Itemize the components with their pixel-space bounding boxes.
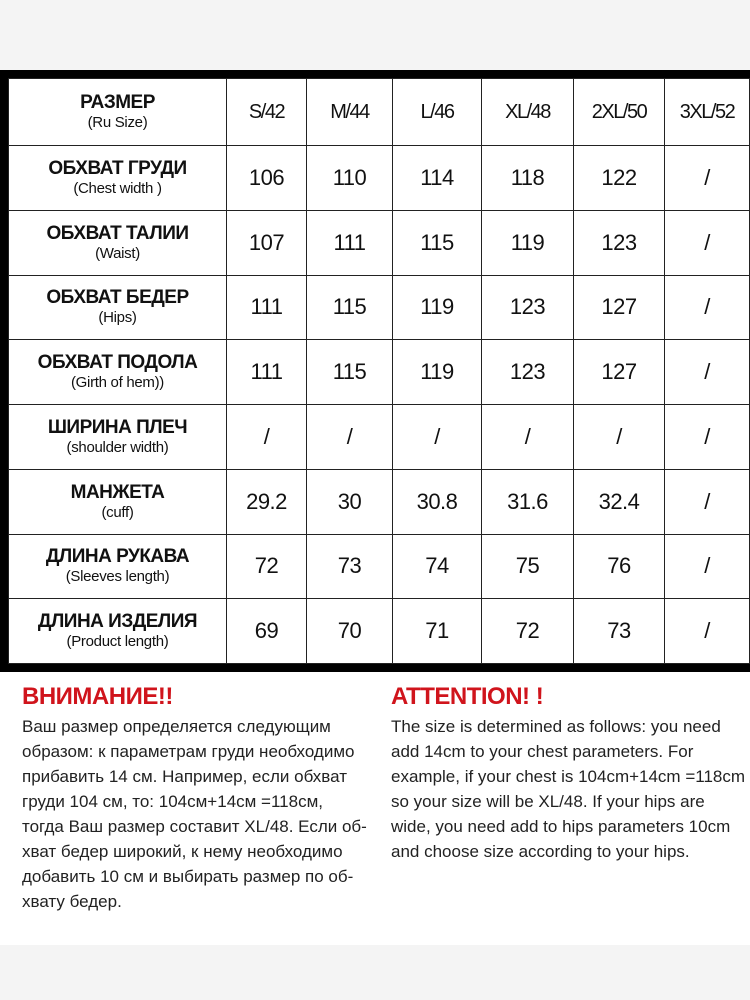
measurement-label-ru: ШИРИНА ПЛЕЧ (47, 416, 188, 438)
measurement-label-en: (Chest width ) (73, 179, 162, 197)
value-cell: 110 (307, 146, 393, 211)
value-cell: 74 (393, 534, 482, 599)
measurement-label-ru: ОБХВАТ ГРУДИ (48, 157, 187, 179)
value-cell: 111 (227, 275, 307, 340)
note-line: груди 104 см, то: 104см+14см =118см, (22, 792, 323, 811)
notes-english-text (391, 714, 746, 864)
value-cell: 107 (227, 210, 307, 275)
size-header-cell: S/42 (227, 79, 307, 146)
table-row (9, 210, 750, 275)
measurement-label-cell (9, 534, 227, 599)
value-cell: 73 (307, 534, 393, 599)
measurement-label-ru: ОБХВАТ БЕДЕР (46, 287, 189, 309)
value-cell: 114 (393, 146, 482, 211)
note-line: прибавить 14 см. Например, если обхват (22, 767, 347, 786)
notes-russian-text (22, 714, 382, 914)
measurement-label-ru: ДЛИНА РУКАВА (45, 546, 190, 568)
value-cell: 73 (574, 599, 665, 664)
value-cell: 127 (574, 275, 665, 340)
value-cell: 111 (227, 340, 307, 405)
value-cell: / (665, 534, 750, 599)
note-line: хвату бедер. (22, 892, 122, 911)
value-cell: / (574, 405, 665, 470)
value-cell: 123 (574, 210, 665, 275)
value-cell: 72 (482, 599, 574, 664)
value-cell: 75 (482, 534, 574, 599)
measurement-label-ru: ДЛИНА ИЗДЕЛИЯ (37, 611, 198, 633)
size-header-cell: 3XL/52 (665, 79, 750, 146)
measurement-label-en: (Sleeves length) (65, 568, 170, 586)
notes-english (391, 682, 746, 864)
measurement-label-cell (9, 405, 227, 470)
value-cell: 29.2 (227, 469, 307, 534)
value-cell: 123 (482, 275, 574, 340)
value-cell: 111 (307, 210, 393, 275)
note-line: The size is determined as follows: you need (391, 717, 721, 736)
table-row (9, 469, 750, 534)
note-line: add 14cm to your chest parameters. For (391, 742, 694, 761)
value-cell: 115 (307, 275, 393, 340)
notes-english-title: ATTENTION! ! (391, 683, 544, 710)
notes-section (0, 672, 750, 945)
size-label-en: (Ru Size) (87, 114, 148, 131)
size-label-cell (9, 79, 227, 146)
value-cell: 118 (482, 146, 574, 211)
size-header-cell: XL/48 (482, 79, 574, 146)
value-cell: / (665, 146, 750, 211)
value-cell: 115 (307, 340, 393, 405)
note-line: хват бедер широкий, к нему необходимо (22, 842, 343, 861)
table-row (9, 275, 750, 340)
value-cell: / (307, 405, 393, 470)
notes-russian-title: ВНИМАНИЕ!! (22, 683, 173, 710)
notes-russian (22, 682, 382, 914)
note-line: example, if your chest is 104cm+14cm =118cm (391, 767, 746, 786)
measurement-label-ru: МАНЖЕТА (70, 481, 165, 503)
size-header-cell: 2XL/50 (574, 79, 665, 146)
table-row (9, 599, 750, 664)
value-cell: 115 (393, 210, 482, 275)
measurement-label-en: (Hips) (98, 309, 137, 327)
value-cell: 76 (574, 534, 665, 599)
measurement-label-en: (Waist) (95, 244, 140, 262)
table-row (9, 534, 750, 599)
measurement-label-en: (Product length) (66, 633, 169, 651)
note-line: and choose size according to your hips. (391, 842, 690, 861)
measurement-label-ru: ОБХВАТ ПОДОЛА (37, 352, 198, 374)
size-label-ru: РАЗМЕР (80, 92, 155, 113)
value-cell: 71 (393, 599, 482, 664)
measurement-label-cell (9, 210, 227, 275)
measurement-label-cell (9, 469, 227, 534)
value-cell: 122 (574, 146, 665, 211)
value-cell: / (665, 469, 750, 534)
measurement-label-en: (Girth of hem)) (70, 374, 164, 392)
value-cell: / (665, 275, 750, 340)
value-cell: 69 (227, 599, 307, 664)
measurement-label-cell (9, 275, 227, 340)
size-header-cell: L/46 (393, 79, 482, 146)
table-row (9, 146, 750, 211)
measurement-label-ru: ОБХВАТ ТАЛИИ (46, 222, 189, 244)
measurement-label-cell (9, 599, 227, 664)
value-cell: / (665, 599, 750, 664)
value-cell: / (227, 405, 307, 470)
measurement-label-cell (9, 146, 227, 211)
table-row (9, 340, 750, 405)
value-cell: 127 (574, 340, 665, 405)
value-cell: 72 (227, 534, 307, 599)
value-cell: / (393, 405, 482, 470)
value-cell: 119 (482, 210, 574, 275)
value-cell: / (482, 405, 574, 470)
value-cell: / (665, 210, 750, 275)
note-line: добавить 10 см и выбирать размер по об- (22, 867, 354, 886)
measurement-label-en: (shoulder width) (66, 438, 169, 456)
size-header-cell: M/44 (307, 79, 393, 146)
value-cell: / (665, 340, 750, 405)
note-line: тогда Ваш размер составит XL/48. Если об- (22, 817, 367, 836)
value-cell: 119 (393, 340, 482, 405)
measurement-label-en: (cuff) (101, 503, 134, 521)
value-cell: 30.8 (393, 469, 482, 534)
measurement-label-cell (9, 340, 227, 405)
value-cell: 70 (307, 599, 393, 664)
value-cell: 123 (482, 340, 574, 405)
note-line: образом: к параметрам груди необходимо (22, 742, 355, 761)
header-row (9, 79, 750, 146)
value-cell: 30 (307, 469, 393, 534)
value-cell: 31.6 (482, 469, 574, 534)
value-cell: 119 (393, 275, 482, 340)
value-cell: 32.4 (574, 469, 665, 534)
size-chart-table (8, 78, 750, 664)
note-line: Ваш размер определяется следующим (22, 717, 331, 736)
note-line: so your size will be XL/48. If your hips are (391, 792, 705, 811)
note-line: wide, you need add to hips parameters 10cm (391, 817, 731, 836)
value-cell: 106 (227, 146, 307, 211)
value-cell: / (665, 405, 750, 470)
table-row (9, 405, 750, 470)
